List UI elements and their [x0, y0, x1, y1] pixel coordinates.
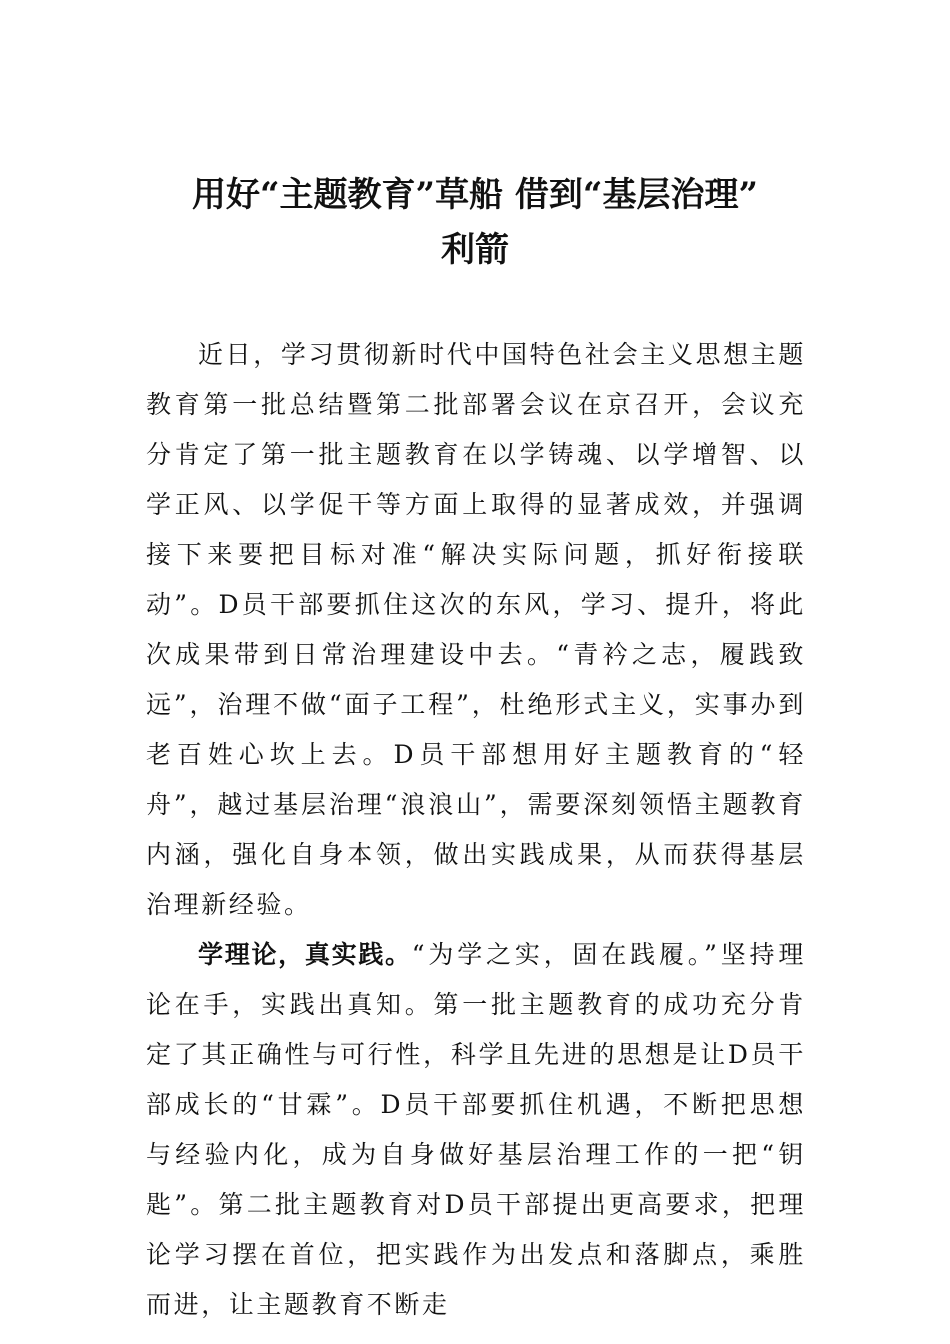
paragraph-2 [146, 930, 806, 1330]
document-body [146, 330, 806, 1330]
document-title [120, 168, 830, 278]
paragraph-2-lead: 学理论，真实践。 [198, 940, 412, 969]
paragraph-1: 近日，学习贯彻新时代中国特色社会主义思想主题教育第一批总结暨第二批部署会议在京召开，会议充分肯定了第一批主题教育在以学铸魂、以学增智、以学正风、以学促干等方面上取得的显著成效，并强调接下来要把目标对准“解决实际问题，抓好衔接联动”。D员干部要抓住这次的东风，学习、提升，将此次成果带到日常治理建设中去。“青衿之志，履践致远”，治理不做“面子工程”，杜绝形式主义，实事办到老百姓心坎上去。D员干部想用好主题教育的“轻舟”，越过基层治理“浪浪山”，需要深刻领悟主题教育内涵，强化自身本领，做出实践成果，从而获得基层治理新经验。 [146, 340, 806, 919]
title-line-2: 利箭 [441, 230, 509, 270]
paragraph-2-body: “为学之实，固在践履。”坚持理论在手，实践出真知。第一批主题教育的成功充分肯定了其正确性与可行性，科学且先进的思想是让D员干部成长的“甘霖”。D员干部要抓住机遇，不断把思想与经验内化，成为自身做好基层治理工作的一把“钥匙”。第二批主题教育对D员干部提出更高要求，把理论学习摆在首位，把实践作为出发点和落脚点，乘胜而进，让主题教育不断走 [146, 940, 806, 1319]
title-line-1: 用好“主题教育”草船 借到“基层治理” [191, 175, 759, 215]
